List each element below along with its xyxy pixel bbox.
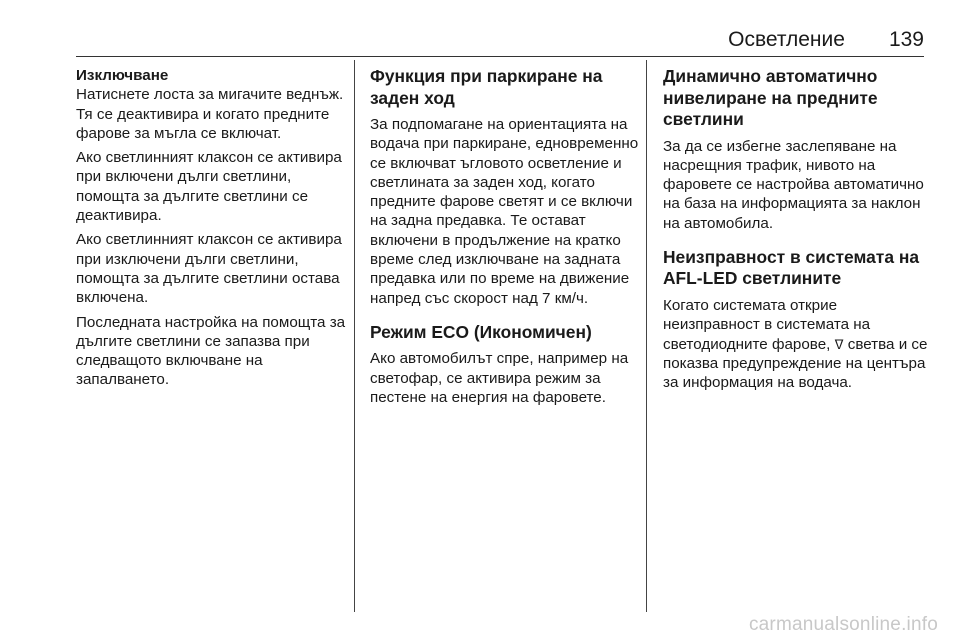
page-number: 139 bbox=[888, 28, 924, 51]
section-heading-reverse-parking: Функция при паркиране на заден ход bbox=[370, 66, 603, 108]
page-header bbox=[728, 28, 924, 52]
paragraph: За да се избегне заслепяване на насрещния трафик, нивото на фаровете се настройва автоматично на база на информацията за наклон на автомобила. bbox=[663, 137, 924, 232]
section-heading-afl-led-fault: Неизправност в системата на AFL-LED светлините bbox=[663, 246, 919, 289]
section-dynamic-leveling bbox=[663, 66, 928, 233]
header-rule bbox=[76, 56, 924, 57]
paragraph: За подпомагане на ориентацията на водача при паркиране, едновременно се включват ъгловото осветление и светлината за заден ход, когато предните фарове светят и се включи на задна предавка. Те остават включени в продължение на кратко време след изключване на задната предавка или по време на движение напред със скорост над 7 км/ч. bbox=[370, 116, 639, 307]
watermark: carmanualsonline.info bbox=[748, 614, 938, 635]
column-2 bbox=[370, 66, 642, 421]
paragraph-text-after: светва и се показва предупреждение на центъра за информация на водача. bbox=[663, 335, 928, 392]
paragraph: Натиснете лоста за мигачите веднъж. Тя се деактивира и когато предните фарове за мъгла се включат. bbox=[76, 86, 344, 142]
column-divider-2 bbox=[646, 60, 647, 612]
column-divider-1 bbox=[354, 60, 355, 612]
section-reverse-parking bbox=[370, 66, 642, 308]
section-heading-eco-mode: Режим ECO (Икономичен) bbox=[370, 321, 592, 342]
paragraph: Ако светлинният клаксон се активира при изключени дълги светлини, помощта за дългите светлини остава включена. bbox=[76, 231, 342, 307]
column-1 bbox=[76, 66, 348, 395]
paragraph: Последната настройка на помощта за дългите светлини се запазва при следващото включване на запалването. bbox=[76, 313, 346, 389]
paragraph-text-before: Когато системата открие неизправност в системата на светодиодните фарове, bbox=[663, 296, 871, 353]
section-afl-led-fault bbox=[663, 247, 928, 392]
paragraph: Ако светлинният клаксон се активира при включени дълги светлини, помощта за дългите светлини се деактивира. bbox=[76, 149, 342, 225]
page-title: Осветление bbox=[728, 28, 845, 51]
paragraph: Ако автомобилът спре, например на светофар, се активира режим за пестене на енергия на фаровете. bbox=[370, 350, 629, 407]
column-3 bbox=[663, 66, 928, 406]
section-heading-switch-off: Изключване bbox=[76, 67, 169, 84]
headlight-warning-icon: ᐁ bbox=[834, 336, 844, 352]
section-eco-mode bbox=[370, 322, 642, 407]
section-heading-dynamic-leveling: Динамично автоматично нивелиране на предните светлини bbox=[663, 66, 878, 129]
paragraph bbox=[663, 296, 928, 392]
